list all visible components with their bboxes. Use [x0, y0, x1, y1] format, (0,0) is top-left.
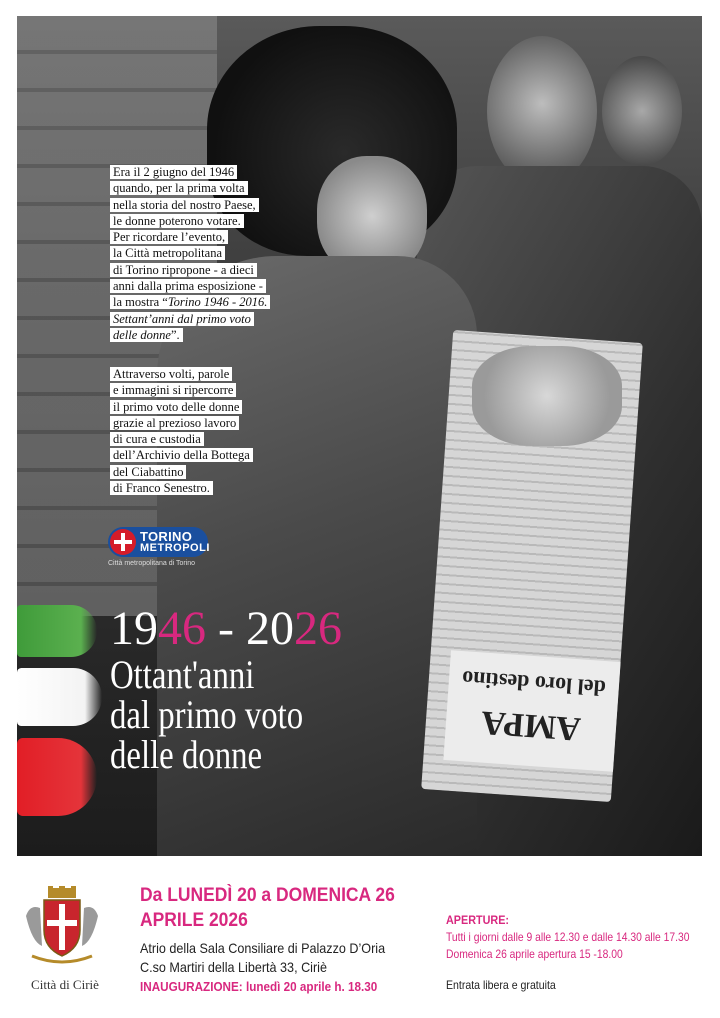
newspaper-text-1: del loro destino	[461, 666, 607, 702]
intro-line: le donne poterono votare.	[110, 214, 244, 228]
exhibition-close: ”.	[170, 327, 180, 342]
flag-green-stroke	[17, 605, 97, 657]
logo-line-2: METROPOLI	[140, 542, 210, 554]
dates-line-1: Da LUNEDÌ 20 a DOMENICA 26	[140, 885, 395, 906]
year-1-part-a: 19	[110, 602, 158, 655]
torino-metropoli-logo-icon	[108, 527, 218, 571]
intro-paragraph-1	[110, 164, 300, 343]
crest-label: Città di Ciriè	[31, 977, 99, 992]
hands	[472, 346, 622, 446]
intro-line: nella storia del nostro Paese,	[110, 198, 259, 212]
intro-line: di Torino ripropone - a dieci	[110, 263, 257, 277]
intro-line	[110, 328, 183, 342]
intro-line: il primo voto delle donne	[110, 400, 242, 414]
openings-line-2: Domenica 26 aprile apertura 15 -18.00	[446, 947, 623, 961]
year-2-part-b: 26	[293, 602, 342, 655]
exhibition-title: delle donne	[113, 327, 171, 342]
man-with-hat-head	[487, 36, 597, 186]
venue-line-1: Atrio della Sala Consiliare di Palazzo D’Oria	[140, 940, 386, 956]
intro-line: del Ciabattino	[110, 465, 186, 479]
headline-line-1: Ottant'anni	[110, 652, 255, 697]
headline	[110, 603, 530, 775]
exhibition-title: Settant’anni dal primo voto	[113, 311, 251, 326]
background-person-head	[602, 56, 682, 166]
cirie-crest-icon	[22, 886, 102, 966]
dates-line-2: APRILE 2026	[140, 910, 248, 931]
year-2-part-a: 20	[245, 602, 294, 655]
headline-years	[110, 603, 530, 655]
intro-line	[110, 312, 254, 326]
year-separator: -	[206, 602, 246, 655]
inauguration	[140, 979, 377, 994]
intro-line: Era il 2 giugno del 1946	[110, 165, 237, 179]
exhibition-title: Torino 1946 - 2016.	[167, 295, 268, 310]
openings-title: APERTURE:	[446, 913, 510, 927]
logo-subtitle: Città metropolitana di Torino	[108, 560, 196, 567]
year-1-part-b: 46	[158, 602, 206, 655]
flag-red-stroke	[17, 738, 97, 816]
inauguration-label: INAUGURAZIONE:	[140, 979, 243, 994]
flag-white-stroke	[17, 668, 102, 726]
mostra-prefix: la mostra “	[113, 295, 168, 310]
openings-line-1: Tutti i giorni dalle 9 alle 12.30 e dalle 14.30 alle 17.30	[446, 930, 690, 944]
venue-line-2: C.so Martiri della Libertà 33, Ciriè	[140, 959, 327, 975]
intro-line: di Franco Senestro.	[110, 481, 213, 495]
entry-info: Entrata libera e gratuita	[446, 978, 556, 992]
intro-line: anni dalla prima esposizione -	[110, 279, 266, 293]
intro-line: di cura e custodia	[110, 432, 204, 446]
intro-line	[110, 295, 270, 309]
intro-line: Per ricordare l’evento,	[110, 230, 228, 244]
headline-line-2: dal primo voto	[110, 692, 304, 737]
intro-line: grazie al prezioso lavoro	[110, 416, 239, 430]
savoy-cross-icon	[110, 529, 136, 555]
intro-line: la Città metropolitana	[110, 246, 225, 260]
newspaper-text-2: AMPA	[480, 703, 582, 748]
inauguration-value: lunedì 20 aprile h. 18.30	[242, 979, 378, 994]
intro-line: e immagini si ripercorre	[110, 383, 236, 397]
intro-paragraph-2	[110, 366, 300, 496]
intro-line: dell’Archivio della Bottega	[110, 448, 253, 462]
intro-line: quando, per la prima volta	[110, 181, 248, 195]
headline-line-3: delle donne	[110, 732, 263, 777]
intro-line: Attraverso volti, parole	[110, 367, 232, 381]
logo-line-1: TORINO	[140, 529, 193, 544]
